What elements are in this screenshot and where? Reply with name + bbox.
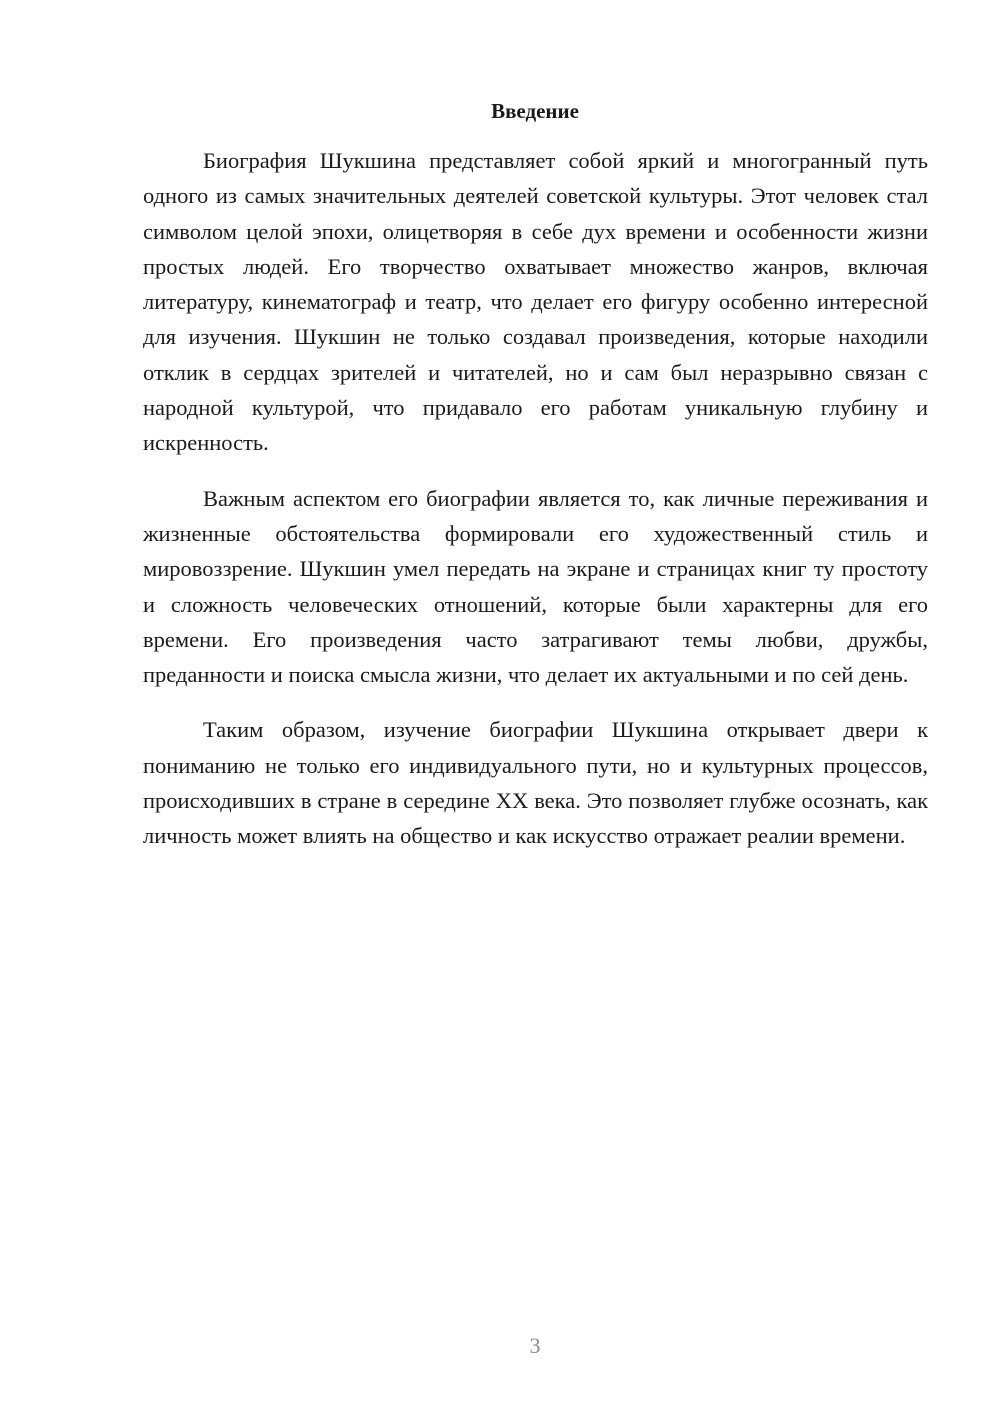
body-text [143,143,928,874]
page-number: 3 [529,1333,541,1358]
paragraph-1: Биография Шукшина представляет собой яркий и многогранный путь одного из самых значительных деятелей советской культуры. Этот человек стал символом целой эпохи, олицетворяя в себе дух времени и особенности жизни простых людей. Его творчество охватывает множество жанров, включая литературу, кинематограф и театр, что делает его фигуру особенно интересной для изучения. Шукшин не только создавал произведения, которые находили отклик в сердцах зрителей и читателей, но и сам был неразрывно связан с народной культурой, что придавало его работам уникальную глубину и искренность. [143,148,928,456]
paragraph-3: Таким образом, изучение биографии Шукшина открывает двери к пониманию не только его индивидуального пути, но и культурных процессов, происходивших в стране в середине XX века. Это позволяет глубже осознать, как личность может влиять на общество и как искусство отражает реалии времени. [143,717,928,849]
paragraph-2: Важным аспектом его биографии является то, как личные переживания и жизненные обстоятельства формировали его художественный стиль и мировоззрение. Шукшин умел передать на экране и страницах книг ту простоту и сложность человеческих отношений, которые были характерны для его времени. Его произведения часто затрагивают темы любви, дружбы, преданности и поиска смысла жизни, что делает их актуальными и по сей день. [143,485,928,688]
section-heading: Введение [491,99,579,123]
